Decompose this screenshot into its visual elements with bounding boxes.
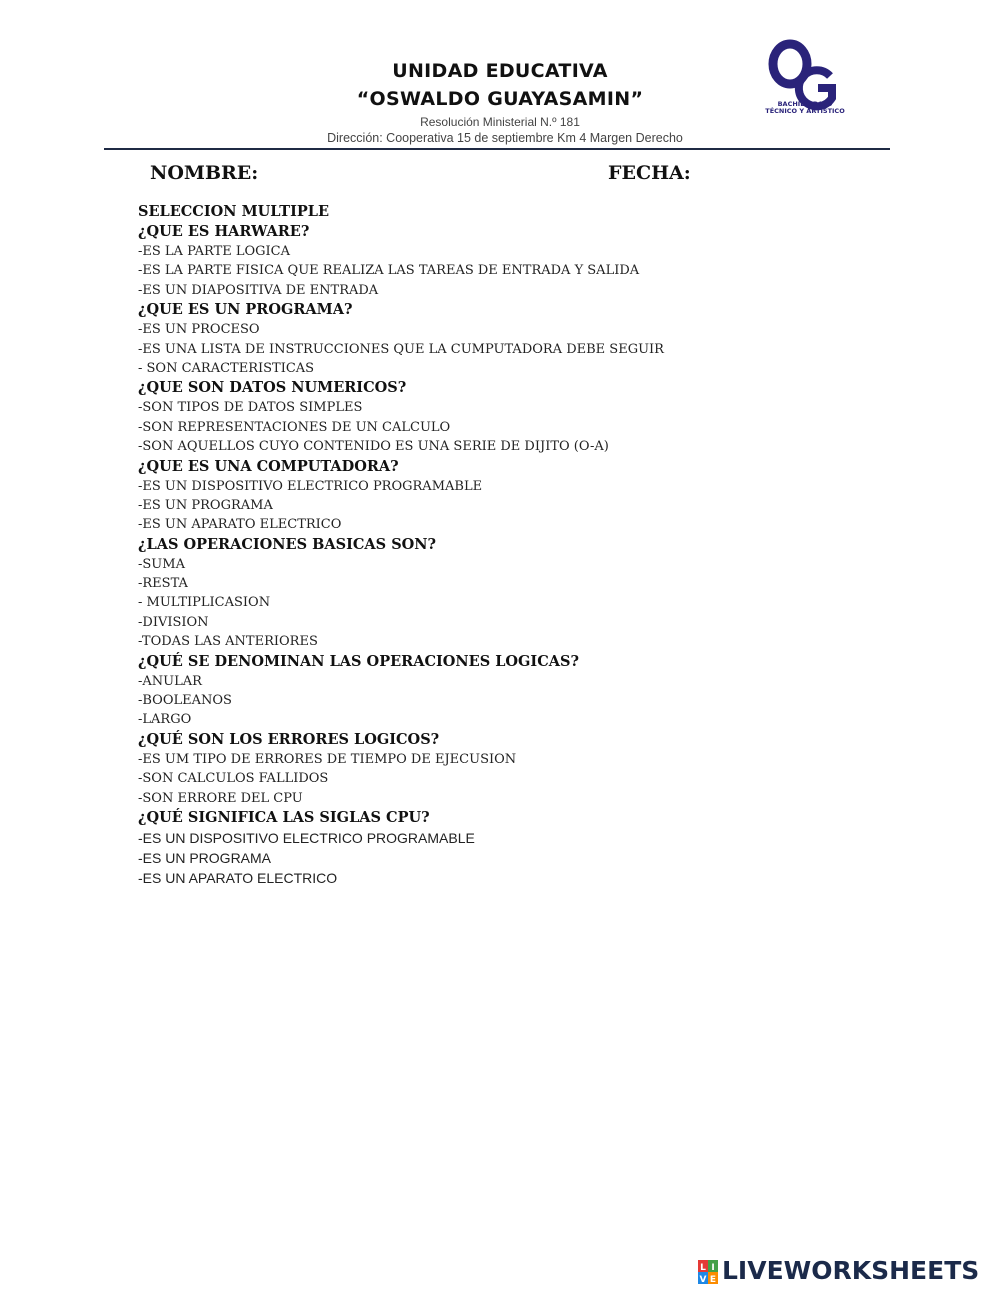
- answer-option: -ES UN DISPOSITIVO ELECTRICO PROGRAMABLE: [138, 829, 475, 846]
- question-heading: ¿QUE ES UNA COMPUTADORA?: [138, 457, 399, 475]
- liveworksheets-brand-text: LIVEWORKSHEETS: [722, 1256, 980, 1285]
- answer-option: -ES UN PROGRAMA: [138, 849, 272, 866]
- worksheet-content: [138, 202, 858, 888]
- question-heading: ¿QUÉ SE DENOMINAN LAS OPERACIONES LOGICAS?: [138, 652, 579, 670]
- answer-option: -ANULAR: [138, 673, 202, 689]
- resolution-text: Resolución Ministerial N.º 181: [420, 115, 580, 129]
- answer-option: -SON CALCULOS FALLIDOS: [138, 771, 329, 787]
- answer-option: -ES UN DISPOSITIVO ELECTRICO PROGRAMABLE: [138, 478, 483, 494]
- answer-option: -SUMA: [138, 556, 185, 572]
- document-header: [0, 0, 1000, 150]
- answer-option: -TODAS LAS ANTERIORES: [138, 634, 318, 650]
- date-field-label: FECHA:: [608, 162, 691, 184]
- question-heading: ¿LAS OPERACIONES BASICAS SON?: [138, 535, 437, 553]
- answer-option: -ES UN PROGRAMA: [138, 497, 273, 513]
- header-divider: [104, 148, 890, 150]
- answer-option: -ES UN APARATO ELECTRICO: [138, 869, 338, 886]
- name-field-label: NOMBRE:: [150, 162, 259, 184]
- question-heading: ¿QUÉ SON LOS ERRORES LOGICOS?: [138, 730, 440, 748]
- answer-option: -SON REPRESENTACIONES DE UN CALCULO: [138, 419, 451, 435]
- answer-option: - MULTIPLICASION: [138, 595, 271, 611]
- answer-option: -ES UM TIPO DE ERRORES DE TIEMPO DE EJECUSION: [138, 751, 517, 767]
- answer-option: -ES UNA LISTA DE INSTRUCCIONES QUE LA CUMPUTADORA DEBE SEGUIR: [138, 341, 664, 357]
- answer-option: -ES LA PARTE LOGICA: [138, 244, 291, 259]
- question-heading: ¿QUE ES HARWARE?: [138, 223, 310, 240]
- svg-text:E: E: [709, 1275, 717, 1284]
- answer-option: -LARGO: [138, 712, 192, 728]
- answer-option: -ES UN DIAPOSITIVA DE ENTRADA: [138, 282, 379, 298]
- answer-option: -SON TIPOS DE DATOS SIMPLES: [138, 400, 363, 416]
- answer-option: -ES UN PROCESO: [138, 322, 260, 338]
- answer-option: -ES UN APARATO ELECTRICO: [138, 517, 342, 533]
- school-name-line2: “OSWALDO GUAYASAMIN”: [356, 88, 644, 110]
- answer-option: -SON ERRORE DEL CPU: [138, 790, 303, 806]
- question-heading: SELECCION MULTIPLE: [138, 203, 329, 220]
- question-heading: ¿QUÉ SIGNIFICA LAS SIGLAS CPU?: [138, 808, 430, 826]
- svg-text:L: L: [700, 1263, 706, 1273]
- svg-text:I: I: [711, 1263, 715, 1273]
- answer-option: -DIVISION: [138, 614, 209, 630]
- question-heading: ¿QUE ES UN PROGRAMA?: [138, 301, 353, 319]
- logo-caption-line1: BACHILLERATO: [777, 100, 833, 108]
- answer-option: - SON CARACTERISTICAS: [138, 360, 315, 376]
- answer-option: -ES LA PARTE FISICA QUE REALIZA LAS TAREAS DE ENTRADA Y SALIDA: [138, 263, 640, 279]
- answer-option: -BOOLEANOS: [138, 693, 232, 709]
- liveworksheets-logo: [698, 1258, 998, 1286]
- school-name-line1: UNIDAD EDUCATIVA: [392, 60, 608, 82]
- answer-option: -RESTA: [138, 576, 188, 592]
- svg-text:V: V: [699, 1275, 707, 1284]
- liveworksheets-blocks-icon: [698, 1260, 718, 1284]
- logo-caption-line2: TÉCNICO Y ARTÍSTICO: [765, 107, 845, 115]
- question-heading: ¿QUE SON DATOS NUMERICOS?: [138, 379, 407, 397]
- address-text: Dirección: Cooperativa 15 de septiembre Km 4 Margen Derecho: [327, 131, 683, 145]
- answer-option: -SON AQUELLOS CUYO CONTENIDO ES UNA SERIE DE DIJITO (O-A): [138, 439, 609, 455]
